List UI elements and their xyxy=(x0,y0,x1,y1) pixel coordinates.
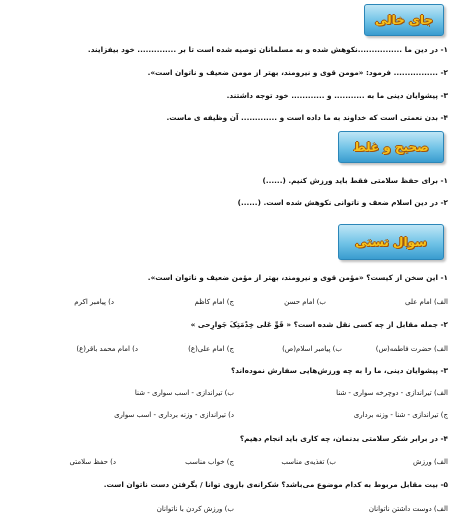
mc-option: د) امام محمد باقر(ع) xyxy=(76,345,138,353)
mc-option: ب) امام حسن xyxy=(284,298,326,306)
mc-option: ج) تیراندازی - شنا - وزنه برداری xyxy=(353,411,448,419)
section-title-multiple-choice xyxy=(338,224,444,260)
mc-option: ب) ورزش کردن با ناتوانان xyxy=(156,505,234,513)
mc-option: الف) ورزش xyxy=(413,458,448,466)
mc-question-5: ۵- بیت مقابل مربوط به کدام موضوع می‌باشد؟ شکرانه‌ی بازوی توانا / بگرفتن دست ناتوان است. xyxy=(103,480,448,489)
mc-question-2: ۲- جمله مقابل از چه کسی نقل شده است؟ « قَوِّ عَلی خِدْمَتِکَ جَوارِحی » xyxy=(190,320,448,329)
mc-option: الف) امام علی xyxy=(405,298,448,306)
mc-question-4: ۴- در برابر شکر سلامتی بدنمان، چه کاری باید انجام دهیم؟ xyxy=(239,434,448,443)
mc-options-2 xyxy=(10,344,448,354)
mc-option: ب) تغذیه‌ی مناسب xyxy=(281,458,336,466)
section-title-fill-blanks xyxy=(364,4,444,36)
mc-option: ب) تیراندازی - اسب سواری - شنا xyxy=(134,389,234,397)
mc-question-3: ۳- پیشوایان دینی، ما را به چه ورزش‌هایی سفارش نموده‌اند؟ xyxy=(230,366,448,375)
mc-option: د) تیراندازی - وزنه برداری - اسب سواری xyxy=(114,411,234,419)
mc-question-1: ۱- این سخن از کیست؟ «مؤمن قوی و نیرومند، بهتر از مؤمن ضعیف و ناتوان است». xyxy=(147,273,448,282)
section-title-text: جای خالی xyxy=(374,13,434,27)
mc-options-3a xyxy=(10,388,448,398)
fill-blank-item-1: ۱- در دین ما ................نکوهش شده و به مسلمانان توصیه شده است تا بر .............. خود بیفزایند. xyxy=(87,45,448,54)
mc-option: الف) حضرت فاطمه(س) xyxy=(375,345,448,353)
mc-option: ج) امام کاظم xyxy=(194,298,234,306)
mc-option: د) حفظ سلامتی xyxy=(69,458,116,466)
true-false-item-1: ۱- برای حفظ سلامتی فقط باید ورزش کنیم. (......) xyxy=(262,176,448,185)
fill-blank-item-3: ۳- پیشوایان دینی ما به ........... و ............ خود توجه داشتند. xyxy=(226,91,448,100)
mc-option: ج) خواب مناسب xyxy=(185,458,234,466)
true-false-item-2: ۲- در دین اسلام ضعف و ناتوانی نکوهش شده است. (......) xyxy=(237,198,448,207)
mc-options-1 xyxy=(10,297,448,307)
fill-blank-item-2: ۲- ................ فرمود: «مومن قوی و نیرومند، بهتر از مومن ضعیف و ناتوان است». xyxy=(147,68,448,77)
mc-option: د) پیامبر اکرم xyxy=(74,298,114,306)
mc-options-3b xyxy=(10,410,448,420)
section-title-text: صحیح و غلط xyxy=(353,140,429,154)
mc-option: ب) پیامبر اسلام(ص) xyxy=(282,345,342,353)
mc-options-5 xyxy=(10,504,448,514)
section-title-true-false xyxy=(338,131,444,163)
section-title-text: سوال تستی xyxy=(355,235,427,249)
fill-blank-item-4: ۴- بدن نعمتی است که خداوند به ما داده است و ............. آن وظیفه ی ماست. xyxy=(166,113,448,122)
mc-option: الف) دوست داشتن ناتوانان xyxy=(368,505,448,513)
mc-option: الف) تیراندازی - دوچرخه سواری - شنا xyxy=(336,389,448,397)
mc-option: ج) امام علی(ع) xyxy=(188,345,234,353)
mc-options-4 xyxy=(10,457,448,467)
